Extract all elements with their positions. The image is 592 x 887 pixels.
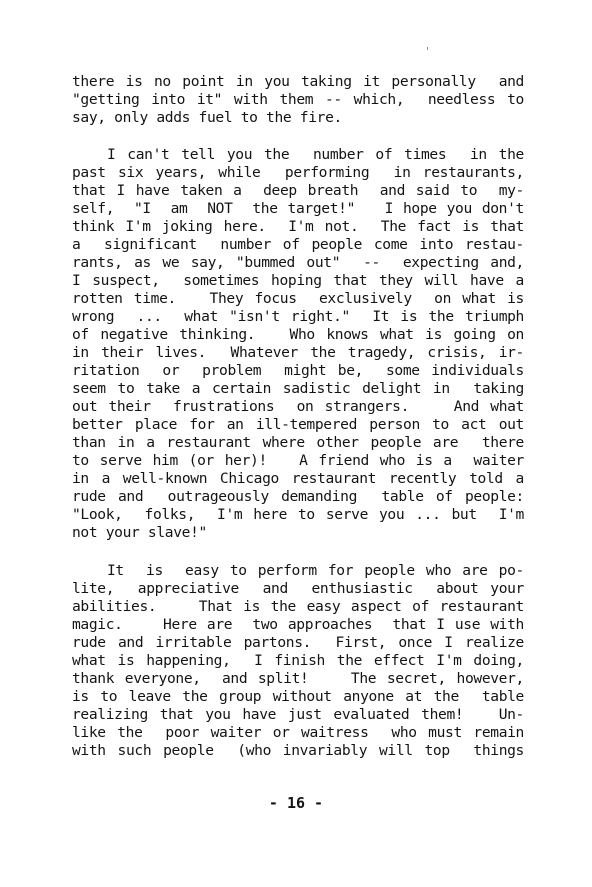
text-line: like the poor waiter or waitress who must remain [72, 724, 524, 741]
text-line: say, only adds fuel to the fire. [72, 109, 342, 126]
text-line: past six years, while performing in restaurants, [72, 164, 524, 181]
text-line: not your slave!" [72, 524, 207, 541]
text-line: realizing that you have just evaluated them! Un- [72, 706, 524, 723]
text-line: what is happening, I finish the effect I'm doing, [72, 652, 524, 669]
scan-speck [427, 47, 428, 50]
text-line: of negative thinking. Who knows what is going on [72, 326, 524, 343]
text-line: magic. Here are two approaches that I use with [72, 616, 524, 633]
text-line: rude and outrageously demanding table of people: [72, 488, 524, 505]
text-line: in a well-known Chicago restaurant recently told a [72, 470, 524, 487]
text-line: that I have taken a deep breath and said to my- [72, 182, 524, 199]
text-line: thank everyone, and split! The secret, however, [72, 670, 524, 687]
text-line: rude and irritable partons. First, once I realize [72, 634, 524, 651]
text-line: I can't tell you the number of times in the [107, 146, 524, 163]
text-line: there is no point in you taking it personally and [72, 73, 524, 90]
text-line: "Look, folks, I'm here to serve you ... but I'm [72, 506, 524, 523]
text-line: It is easy to perform for people who are po- [107, 562, 524, 579]
text-line: is to leave the group without anyone at the table [72, 688, 524, 705]
page-number: - 16 - [268, 794, 324, 812]
text-line: ritation or problem might be, some individuals [72, 362, 524, 379]
text-line: better place for an ill-tempered person to act out [72, 416, 524, 433]
text-line: rants, as we say, "bummed out" -- expecting and, [72, 254, 524, 271]
text-line: to serve him (or her)! A friend who is a waiter [72, 452, 524, 469]
text-line: rotten time. They focus exclusively on what is [72, 290, 524, 307]
text-line: wrong ... what "isn't right." It is the triumph [72, 308, 524, 325]
text-line: with such people (who invariably will top things [72, 742, 524, 759]
text-line: I suspect, sometimes hoping that they will have a [72, 272, 524, 289]
text-line: abilities. That is the easy aspect of restaurant [72, 598, 524, 615]
text-line: a significant number of people come into restau- [72, 236, 524, 253]
text-line: out their frustrations on strangers. And what [72, 398, 524, 415]
text-line: "getting into it" with them -- which, needless to [72, 91, 524, 108]
text-line: seem to take a certain sadistic delight in taking [72, 380, 524, 397]
text-line: self, "I am NOT the target!" I hope you don't [72, 200, 524, 217]
text-line: think I'm joking here. I'm not. The fact is that [72, 218, 524, 235]
text-line: lite, appreciative and enthusiastic about your [72, 580, 524, 597]
text-line: in their lives. Whatever the tragedy, crisis, ir- [72, 344, 524, 361]
text-line: than in a restaurant where other people are there [72, 434, 524, 451]
